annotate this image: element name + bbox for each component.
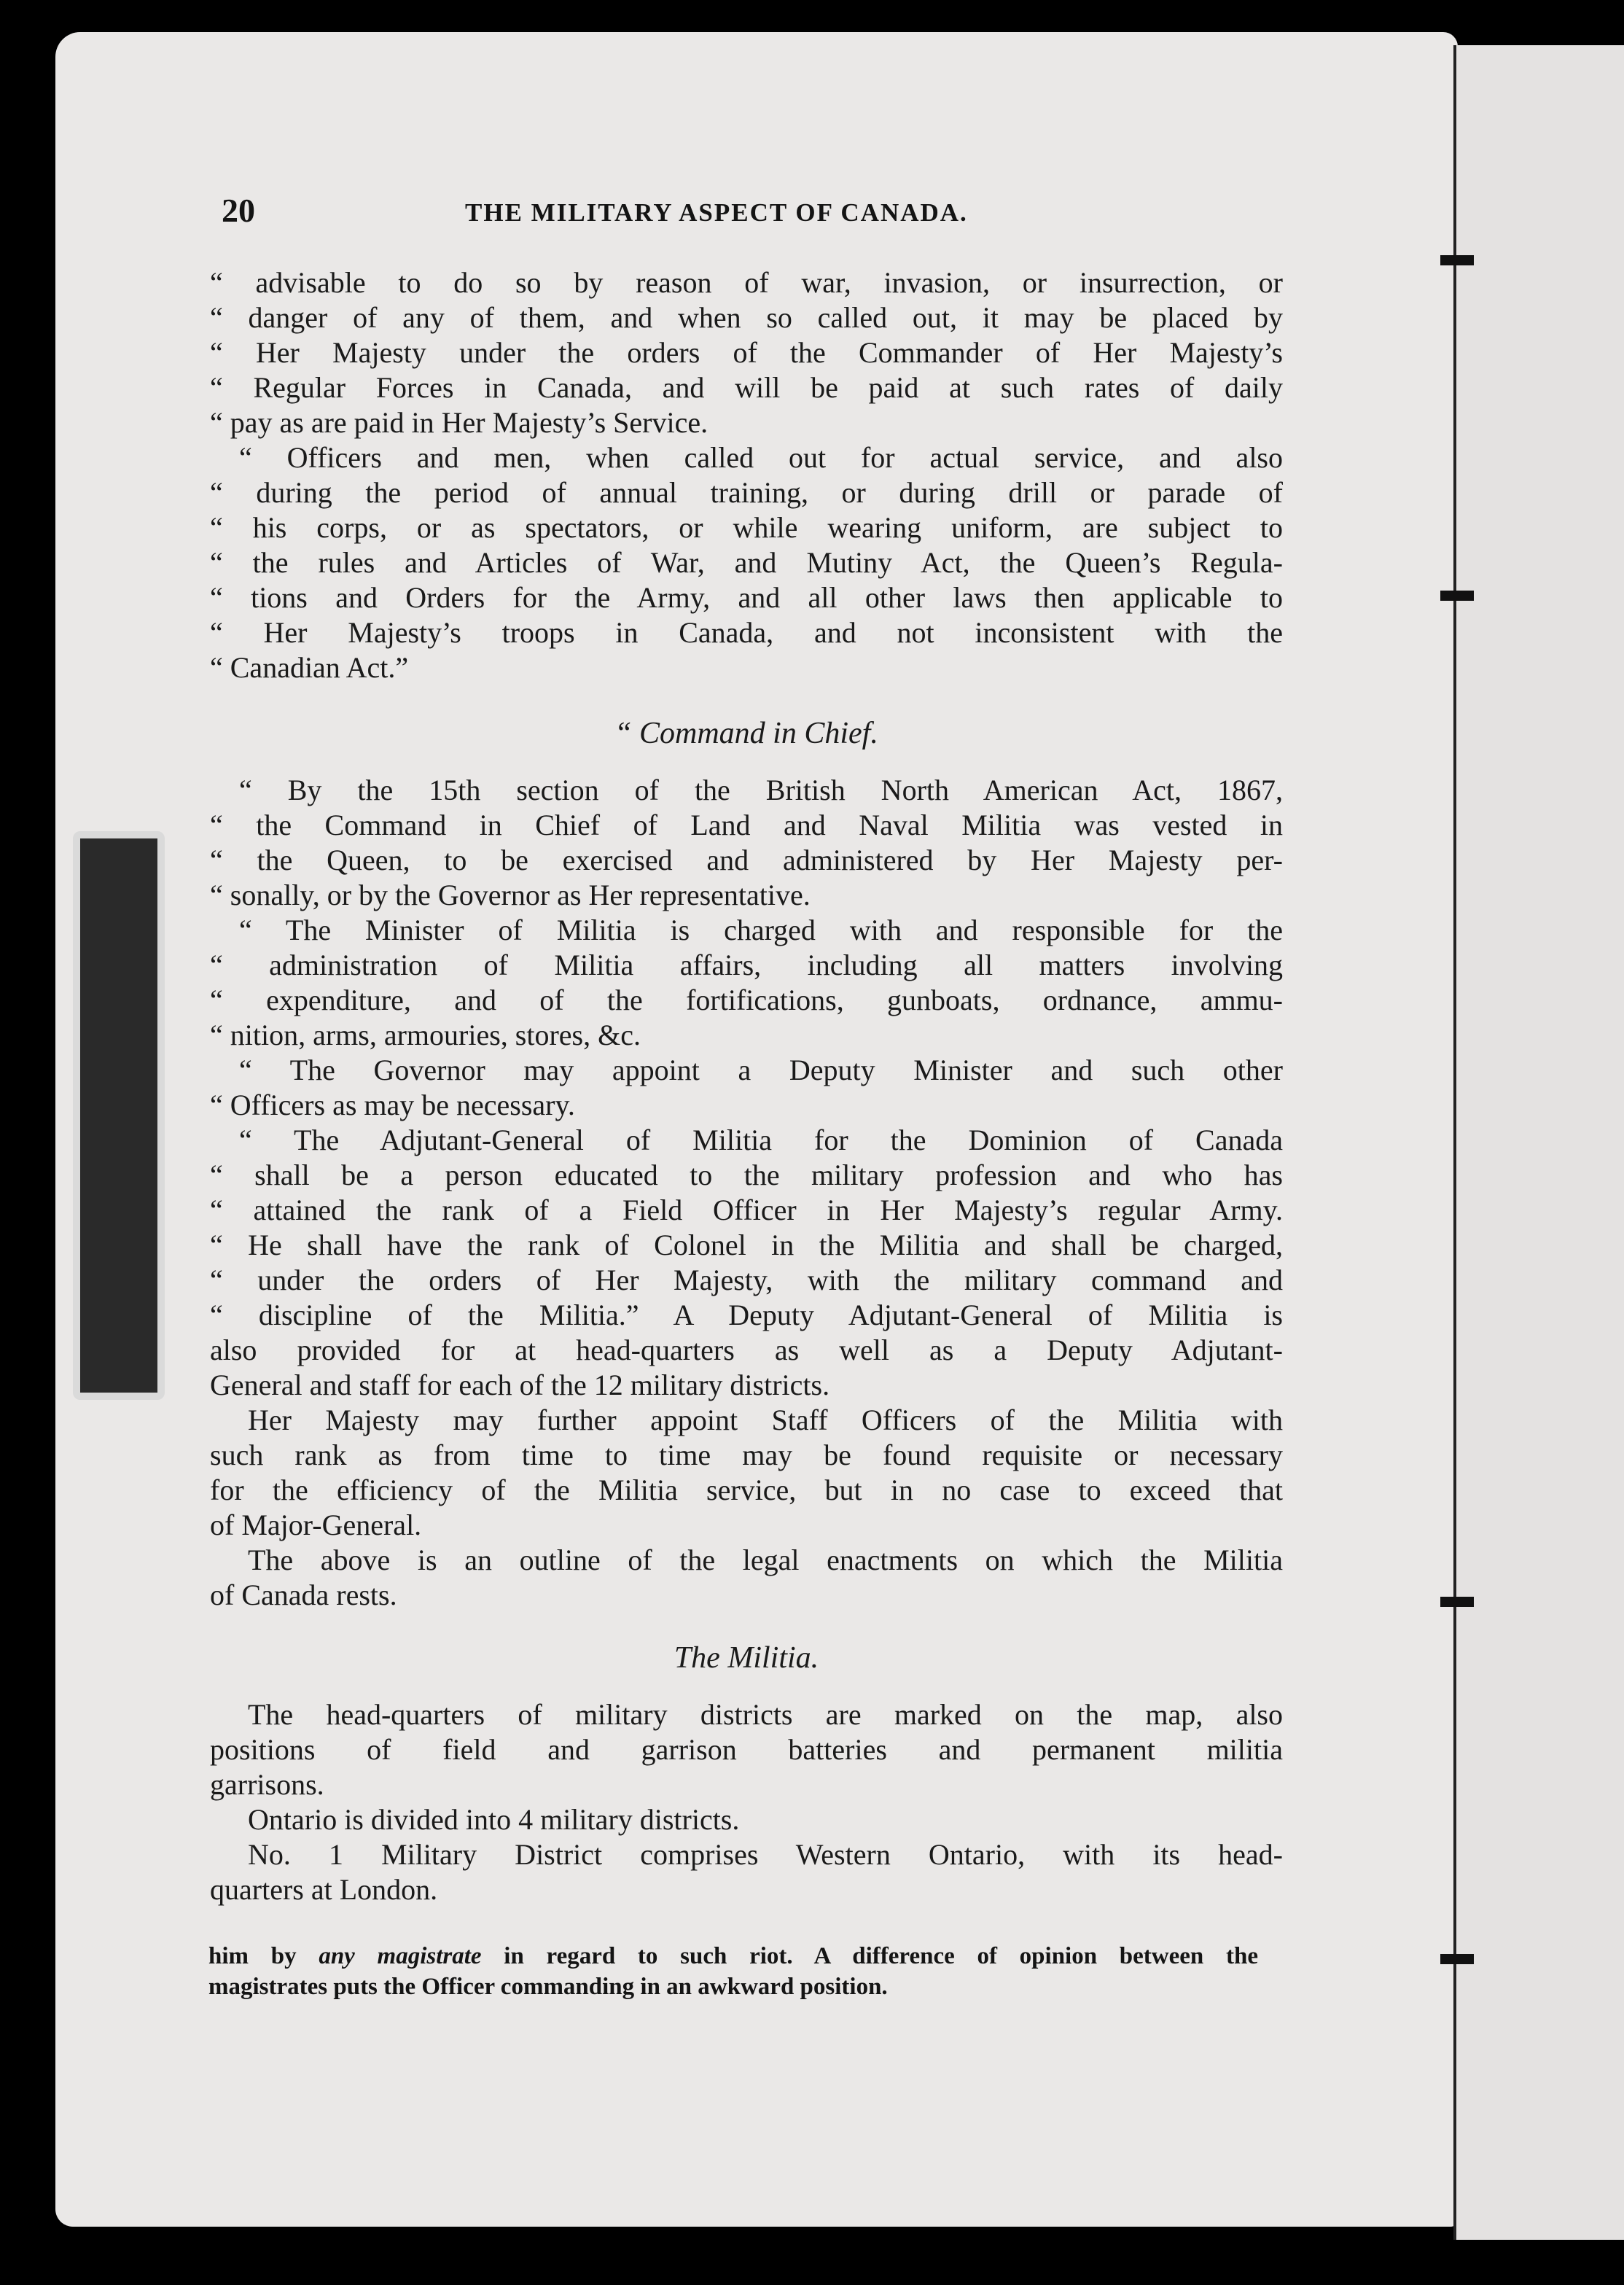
footnote-emphasis: any magistrate bbox=[319, 1943, 482, 1969]
text-line: “ Officers and men, when called out for actual service, and also bbox=[239, 441, 1283, 474]
text-line: Ontario is divided into 4 military districts. bbox=[248, 1803, 740, 1836]
text-line: “ The Adjutant-General of Militia for the Dominion of Canada bbox=[239, 1124, 1283, 1156]
text-line: “ Her Majesty’s troops in Canada, and not inconsistent with the bbox=[210, 616, 1283, 649]
text-line: “ The Minister of Militia is charged with and responsible for the bbox=[239, 914, 1283, 946]
text-line: garrisons. bbox=[210, 1768, 324, 1801]
text-line: General and staff for each of the 12 military districts. bbox=[210, 1369, 830, 1401]
text-line: positions of field and garrison batteries and permanent militia bbox=[210, 1733, 1283, 1766]
text-line: “ tions and Orders for the Army, and all other laws then applicable to bbox=[210, 581, 1283, 614]
binding-shadow bbox=[73, 831, 165, 1400]
text-line: “ danger of any of them, and when so called out, it may be placed by bbox=[210, 301, 1283, 334]
main-text bbox=[210, 265, 1283, 1907]
section-heading: The Militia. bbox=[674, 1641, 819, 1675]
binding-notch bbox=[1440, 591, 1474, 601]
text-line: “ during the period of annual training, or during drill or parade of bbox=[210, 476, 1283, 509]
text-line: The above is an outline of the legal enactments on which the Militia bbox=[248, 1544, 1283, 1576]
binding-notch bbox=[1440, 1954, 1474, 1964]
binding-notch bbox=[1440, 255, 1474, 265]
text-line: “ nition, arms, armouries, stores, &c. bbox=[210, 1019, 641, 1051]
text-line: “ Officers as may be necessary. bbox=[210, 1089, 575, 1121]
text-line: Her Majesty may further appoint Staff Officers of the Militia with bbox=[248, 1404, 1283, 1436]
text-line: such rank as from time to time may be found requisite or necessary bbox=[210, 1439, 1283, 1471]
footnote-line: magistrates puts the Officer commanding in an awkward position. bbox=[208, 1974, 888, 2000]
adjacent-page-edge bbox=[1453, 45, 1624, 2240]
text-line: “ advisable to do so by reason of war, invasion, or insurrection, or bbox=[210, 266, 1283, 299]
text-line: “ the Queen, to be exercised and administered by Her Majesty per- bbox=[210, 844, 1283, 876]
running-head: THE MILITARY ASPECT OF CANADA. bbox=[465, 198, 968, 227]
text-line: “ under the orders of Her Majesty, with the military command and bbox=[210, 1264, 1283, 1296]
text-line: “ Regular Forces in Canada, and will be paid at such rates of daily bbox=[210, 371, 1283, 404]
text-line: “ The Governor may appoint a Deputy Minister and such other bbox=[239, 1054, 1283, 1086]
text-line: “ shall be a person educated to the military profession and who has bbox=[210, 1159, 1283, 1191]
text-line: The head-quarters of military districts are marked on the map, also bbox=[248, 1698, 1283, 1731]
text-line: “ expenditure, and of the fortifications, gunboats, ordnance, ammu- bbox=[210, 984, 1283, 1016]
text-line: for the efficiency of the Militia service, but in no case to exceed that bbox=[210, 1474, 1283, 1506]
text-line: No. 1 Military District comprises Western Ontario, with its head- bbox=[248, 1838, 1283, 1871]
text-line: “ By the 15th section of the British North American Act, 1867, bbox=[239, 774, 1283, 806]
footnote-text: him by bbox=[208, 1943, 319, 1969]
page-number: 20 bbox=[222, 192, 255, 229]
text-line: “ pay as are paid in Her Majesty’s Service. bbox=[210, 406, 708, 439]
footnote-line bbox=[208, 1941, 1258, 1971]
text-line: “ attained the rank of a Field Officer in Her Majesty’s regular Army. bbox=[210, 1194, 1283, 1226]
text-line: quarters at London. bbox=[210, 1873, 438, 1906]
binding-notch bbox=[1440, 1597, 1474, 1607]
section-heading: “ Command in Chief. bbox=[614, 717, 878, 750]
footnote-text: in regard to such riot. A difference of opinion between the bbox=[481, 1943, 1258, 1969]
text-line: also provided for at head-quarters as well as a Deputy Adjutant- bbox=[210, 1334, 1283, 1366]
text-line: “ sonally, or by the Governor as Her representative. bbox=[210, 879, 811, 911]
text-line: “ the Command in Chief of Land and Naval Militia was vested in bbox=[210, 809, 1283, 841]
text-line: of Canada rests. bbox=[210, 1579, 397, 1611]
footnote bbox=[208, 1941, 1258, 2002]
text-line: “ administration of Militia affairs, including all matters involving bbox=[210, 949, 1283, 981]
text-line: “ discipline of the Militia.” A Deputy Adjutant-General of Militia is bbox=[210, 1299, 1283, 1331]
page-header bbox=[222, 191, 1271, 235]
text-line: “ He shall have the rank of Colonel in the Militia and shall be charged, bbox=[210, 1229, 1283, 1261]
text-line: “ his corps, or as spectators, or while wearing uniform, are subject to bbox=[210, 511, 1283, 544]
text-line: of Major-General. bbox=[210, 1509, 422, 1541]
text-line: “ Her Majesty under the orders of the Commander of Her Majesty’s bbox=[210, 336, 1283, 369]
text-line: “ the rules and Articles of War, and Mutiny Act, the Queen’s Regula- bbox=[210, 546, 1283, 579]
text-line: “ Canadian Act.” bbox=[210, 651, 409, 684]
